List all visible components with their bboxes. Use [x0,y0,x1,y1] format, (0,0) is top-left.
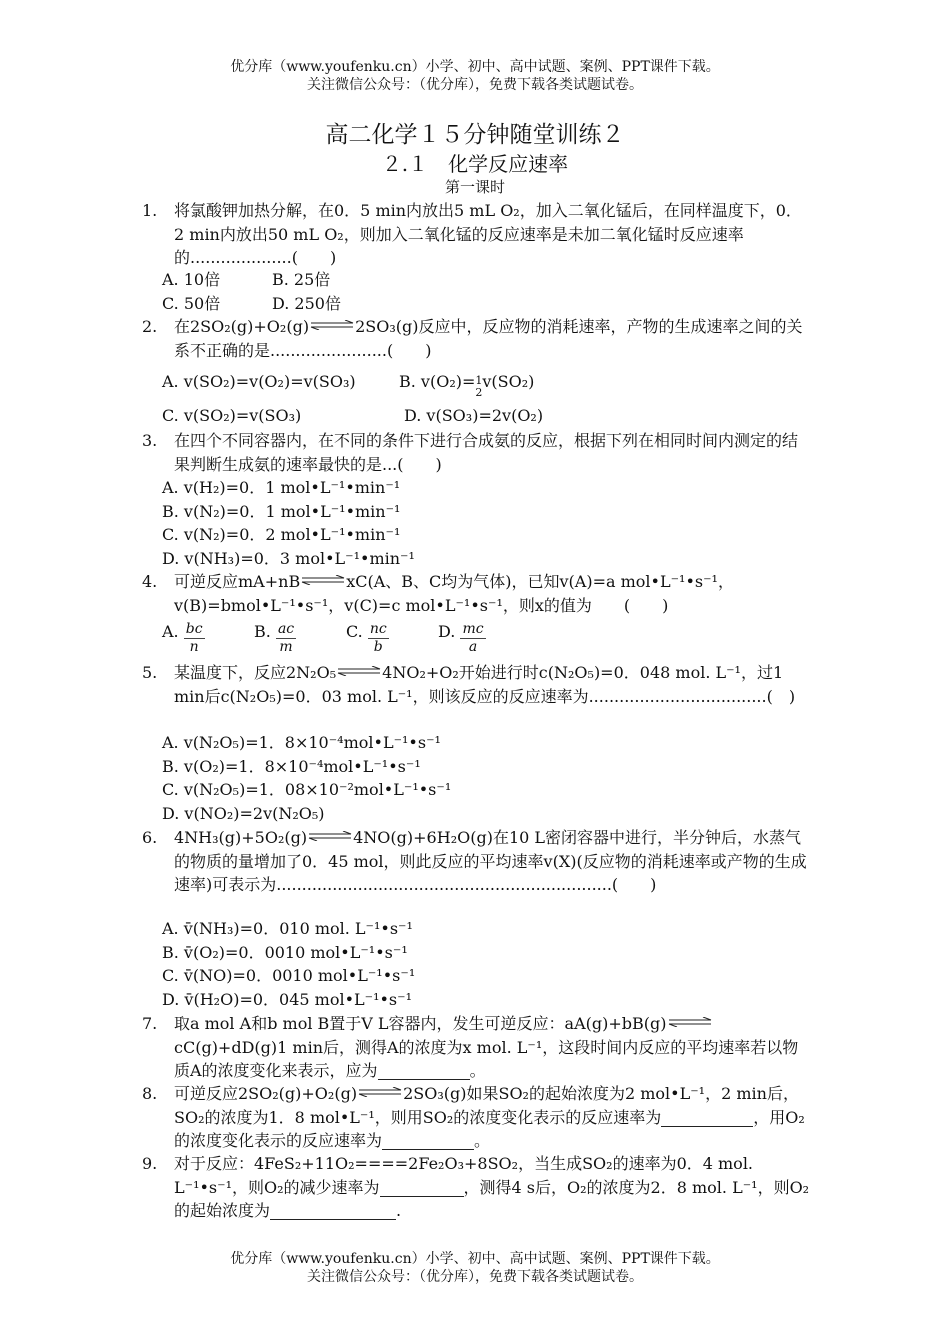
option-a: A. $\frac{bc}{n}$ [162,621,203,655]
option-c: C. v(N₂)=0．2 mol•L⁻¹•min⁻¹ [162,525,401,544]
option-a: A. 10倍 [162,270,221,289]
question-number: 3. [142,431,158,450]
question-3-options [162,476,415,570]
question-number: 6. [142,828,158,847]
option-b: B. $\frac{ac}{m}$ [254,621,295,655]
option-b: B. v̄(O₂)=0．0010 mol•L⁻¹•s⁻¹ [162,942,408,962]
question-9 [142,1152,812,1223]
option-b: B. v(O₂)= 1 2 v(SO₂) [399,372,535,399]
lesson-title: 第一课时 [444,178,505,196]
footer-line-1: 优分库（www.youfenku.cn）小学、初中、高中试题、案例、PPT课件下载。 [230,1251,720,1267]
question-text: 可逆反应mA+nB xC(A、B、C均为气体)，已知v(A)=a mol•L⁻¹•s⁻¹，v(B)=bmol•L⁻¹•s⁻¹，v(C)=c mol•L⁻¹•s⁻¹，则x的值为 ( ) [174,572,734,615]
option-d: D. v̄(H₂O)=0．045 mol•L⁻¹•s⁻¹ [162,989,413,1009]
option-d: D. $\frac{mc}{a}$ [438,621,484,655]
option-d: D. v(NO₂)=2v(N₂O₅) [162,803,325,823]
footer-line-2: 关注微信公众号：（优分库），免费下载各类试题试卷。 [307,1269,643,1285]
question-number: 1. [142,201,158,220]
question-number: 8. [142,1084,158,1103]
answer-blank-2[interactable] [270,1203,396,1220]
answer-blank-1[interactable] [380,1180,464,1197]
option-b: B. v(N₂)=0．1 mol•L⁻¹•min⁻¹ [162,501,401,521]
question-number: 5. [142,663,158,682]
equilibrium-arrow-icon [309,320,355,330]
question-number: 2. [142,317,158,336]
answer-blank-1[interactable] [661,1110,753,1127]
option-c: C. v(SO₂)=v(SO₃) [162,406,302,425]
question-6 [142,826,812,897]
question-6-options [162,917,415,1011]
question-3 [142,429,812,476]
question-7 [142,1012,812,1083]
question-1-options [162,268,341,315]
question-text: 可逆反应2SO₂(g)+O₂(g) 2SO₃(g)如果SO₂的起始浓度为2 mol•L⁻¹，2 min后，SO₂的浓度为1．8 mol•L⁻¹，则用SO₂的浓度变化表示的反应速率为 ，用O₂的浓度变化表示的反应速率为 。 [174,1084,805,1150]
question-number: 7. [142,1014,158,1033]
page-title: 高二化学１５分钟随堂训练２ [325,122,625,148]
option-c: C. v(N₂O₅)=1．08×10⁻²mol•L⁻¹•s⁻¹ [162,780,452,799]
equilibrium-arrow-icon [357,1087,403,1097]
question-text: 在四个不同容器内，在不同的条件下进行合成氨的反应，根据下列在相同时间内测定的结果判断生成氨的速率最快的是...( ) [174,431,799,474]
question-4-options [162,620,486,660]
question-text: 对于反应：4FeS₂+11O₂====2Fe₂O₃+8SO₂，当生成SO₂的速率为0．4 mol. L⁻¹•s⁻¹，则O₂的减少速率为 ，测得4 s后，O₂的浓度为2．8 mol. L⁻¹，则O₂的起始浓度为 . [174,1154,810,1220]
question-2-options [162,370,543,428]
option-a: A. v̄(NH₃)=0．010 mol. L⁻¹•s⁻¹ [162,919,413,938]
option-b: B. v(O₂)=1．8×10⁻⁴mol•L⁻¹•s⁻¹ [162,756,421,776]
question-text: 某温度下，反应2N₂O₅ 4NO₂+O₂开始进行时c(N₂O₅)=0．048 mol. L⁻¹，过1 min后c(N₂O₅)=0．03 mol. L⁻¹，则该反应的反应速率为...................................( ) [174,663,796,706]
question-4 [142,570,812,617]
option-d: D. v(NH₃)=0．3 mol•L⁻¹•min⁻¹ [162,548,415,568]
equilibrium-arrow-icon [336,666,382,676]
option-b: B. 25倍 [272,270,331,289]
option-c: C. $\frac{nc}{b}$ [346,621,387,655]
option-d: D. v(SO₃)=2v(O₂) [404,406,544,425]
question-text: 在2SO₂(g)+O₂(g) 2SO₃(g)反应中，反应物的消耗速率，产物的生成速率之间的关系不正确的是.......................( ) [174,317,803,360]
equilibrium-arrow-icon [300,575,346,585]
question-text: 取a mol A和b mol B置于V L容器内，发生可逆反应：aA(g)+bB(g)cC(g)+dD(g)1 min后，测得A的浓度为x mol. L⁻¹，这段时间内反应的平均速率若以物质A的浓度变化来表示，应为 。 [174,1014,799,1080]
question-1 [142,199,812,270]
answer-blank[interactable] [378,1063,470,1080]
option-d: D. 250倍 [272,293,341,313]
question-8 [142,1082,812,1153]
question-number: 9. [142,1154,158,1173]
equilibrium-arrow-icon [667,1017,713,1027]
answer-blank-2[interactable] [382,1133,474,1150]
header-line-2: 关注微信公众号：（优分库），免费下载各类试题试卷。 [307,77,643,93]
option-a: A. v(H₂)=0．1 mol•L⁻¹•min⁻¹ [162,478,401,497]
header-line-1: 优分库（www.youfenku.cn）小学、初中、高中试题、案例、PPT课件下载。 [230,59,720,75]
question-text: 将氯酸钾加热分解，在0．5 min内放出5 mL O₂，加入二氧化锰后，在同样温度下，0．2 min内放出50 mL O₂，则加入二氧化锰的反应速率是未加二氧化锰时反应速率的....................( ) [174,201,802,267]
option-c: C. 50倍 [162,293,221,313]
option-a: A. v(N₂O₅)=1．8×10⁻⁴mol•L⁻¹•s⁻¹ [162,733,441,752]
question-5 [142,661,812,708]
question-text: 4NH₃(g)+5O₂(g) 4NO(g)+6H₂O(g)在10 L密闭容器中进行，半分钟后，水蒸气的物质的量增加了0．45 mol，则此反应的平均速率v(X)(反应物的消耗速率或产物的生成速率)可表示为..................................................................( ) [174,828,807,894]
question-5-options [162,731,451,825]
section-title: ２.１ 化学反应速率 [381,152,569,176]
question-2 [142,315,812,362]
equilibrium-arrow-icon [307,831,353,841]
question-number: 4. [142,572,158,591]
option-a: A. v(SO₂)=v(O₂)=v(SO₃) [162,372,356,391]
option-c: C. v̄(NO)=0．0010 mol•L⁻¹•s⁻¹ [162,966,416,985]
